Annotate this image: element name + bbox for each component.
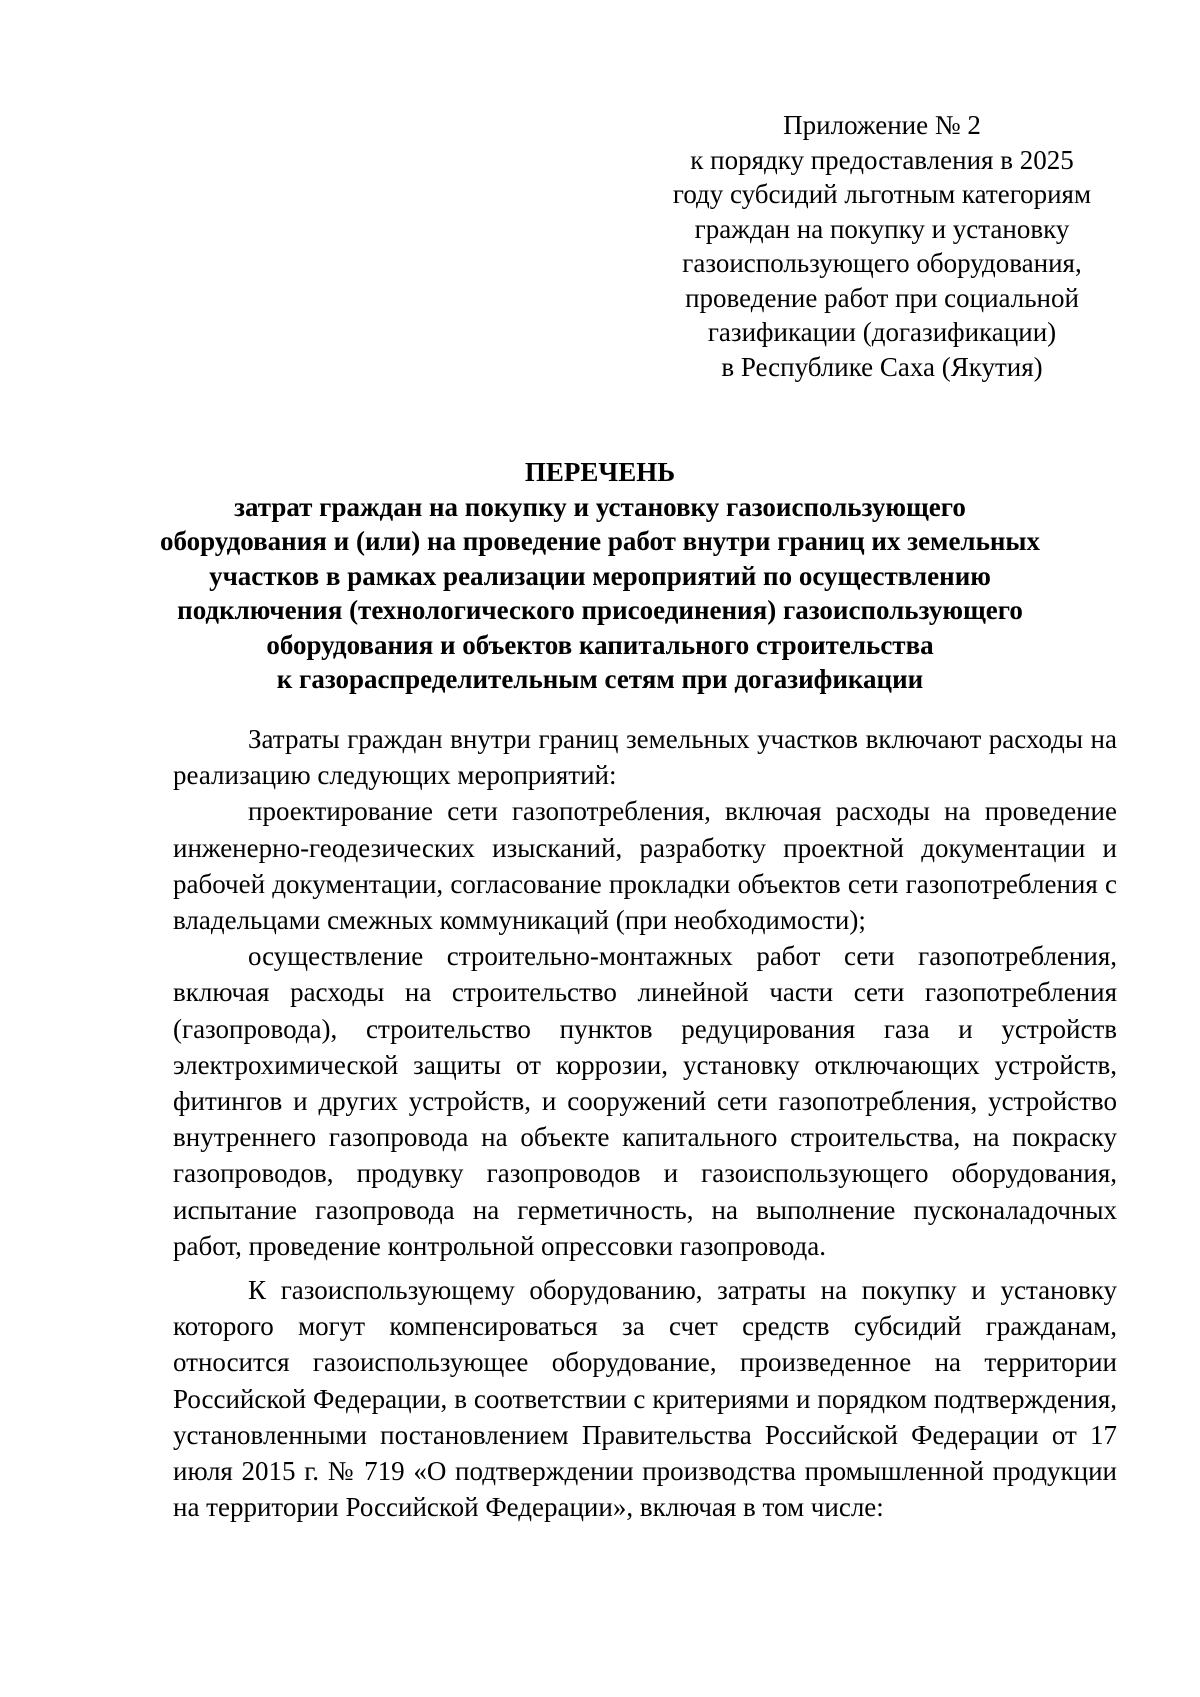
- body-paragraph: проектирование сети газопотребления, включая расходы на проведение инженерно-геодезических изысканий, разработку проектной документации и рабочей документации, согласование прокладки объектов сети газопотребления с владельцами смежных коммуникаций (при необходимости);: [173, 796, 1117, 936]
- appendix-line: к порядку предоставления в 2025: [690, 144, 1074, 175]
- appendix-line: Приложение № 2: [783, 110, 981, 140]
- title-line: к газораспределительным сетям при догазификации: [276, 664, 924, 694]
- appendix-line: граждан на покупку и установку: [694, 213, 1070, 244]
- title-line: оборудования и объектов капитального строительства: [266, 629, 934, 660]
- title-line: участков в рамках реализации мероприятий по осуществлению: [209, 560, 991, 591]
- appendix-line: году субсидий льготным категориям: [672, 179, 1092, 209]
- title-heading: ПЕРЕЧЕНЬ: [524, 457, 676, 487]
- body-paragraph: К газоиспользующему оборудованию, затраты на покупку и установку которого могут компенсироваться за счет средств субсидий гражданам, относится газоиспользующее оборудование, произведенное на территории Российской Федерации, в соответствии с критериями и порядком подтверждения, установленными постановлением Правительства Российской Федерации от 17 июля 2015 г. № 719 «О подтверждении производства промышленной продукции на территории Российской Федерации», включая в том числе:: [173, 1275, 1117, 1523]
- appendix-line: проведение работ при социальной: [685, 282, 1079, 313]
- title-line: оборудования и (или) на проведение работ внутри границ их земельных: [160, 526, 1040, 556]
- title-line: подключения (технологического присоединения) газоиспользующего: [177, 595, 1023, 625]
- document-title: [150, 455, 1050, 697]
- document-body: [173, 721, 1117, 1525]
- appendix-line: газоиспользующего оборудования,: [682, 248, 1082, 278]
- appendix-line: в Республике Саха (Якутия): [721, 351, 1043, 382]
- body-paragraph: Затраты граждан внутри границ земельных участков включают расходы на реализацию следующих мероприятий:: [173, 724, 1117, 791]
- body-paragraph: осуществление строительно-монтажных работ сети газопотребления, включая расходы на строительство линейной части сети газопотребления (газопровода), строительство пунктов редуцирования газа и устройств электрохимической защиты от коррозии, установку отключающих устройств, фитингов и других устройств, и сооружений сети газопотребления, устройство внутреннего газопровода на объекте капитального строительства, на покраску газопроводов, продувку газопроводов и газоиспользующего оборудования, испытание газопровода на герметичность, на выполнение пусконаладочных работ, проведение контрольной опрессовки газопровода.: [173, 941, 1117, 1261]
- appendix-header: [652, 108, 1112, 384]
- title-line: затрат граждан на покупку и установку газоиспользующего: [234, 491, 966, 522]
- appendix-line: газификации (догазификации): [707, 317, 1057, 347]
